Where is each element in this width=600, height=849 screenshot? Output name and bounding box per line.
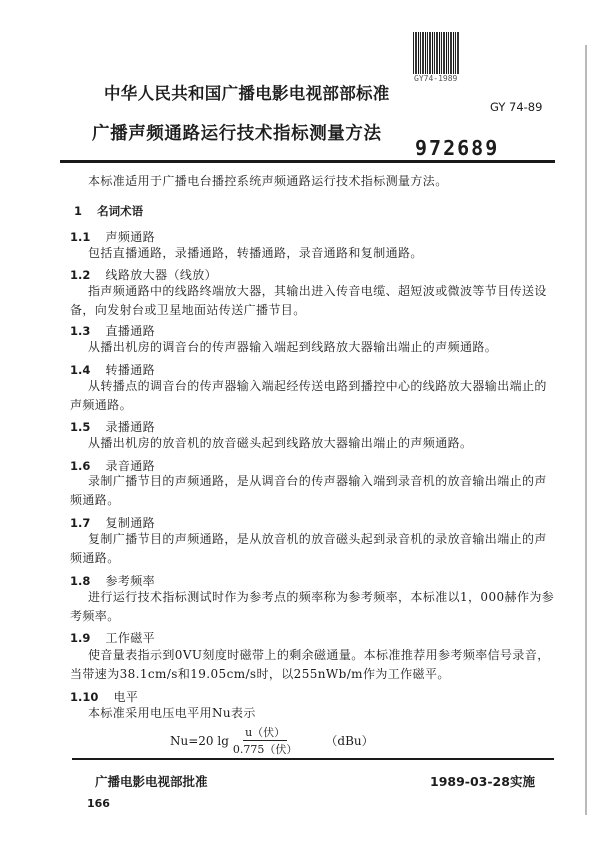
term-definition-continued: 备，向发射台或卫星地面站传送广播节目。: [70, 303, 306, 317]
standard-code: GY 74-89: [490, 100, 543, 114]
term-definition: 指声频通路中的线路终端放大器，其输出进入传音电缆、超短波或微波等节目传送设: [88, 284, 547, 298]
term-heading: [70, 686, 138, 706]
term-number: 1.5: [70, 420, 91, 434]
term-title: 复制通路: [105, 516, 156, 530]
term-heading: [70, 570, 155, 590]
term-number: 1.4: [70, 363, 91, 377]
barcode-label: GY74-1989: [414, 74, 458, 83]
term-definition: 进行运行技术指标测试时作为参考点的频率称为参考频率，本标准以1，000赫作为参: [88, 590, 555, 604]
barcode: [413, 32, 459, 74]
term-title: 转播通路: [105, 363, 156, 377]
term-heading: [70, 416, 155, 436]
term-heading: [70, 627, 155, 647]
term-definition: 录制广播节目的声频通路，是从调音台的传声器输入端到录音机的放音输出端止的声: [88, 474, 547, 488]
section-number: 1: [74, 204, 83, 218]
scope-paragraph: 本标准适用于广播电台播控系统声频通路运行技术指标测量方法。: [88, 174, 448, 188]
term-title: 工作磁平: [105, 631, 156, 645]
formula-unit: （dBu）: [325, 734, 374, 748]
term-definition-continued: 频通路。: [70, 551, 120, 565]
term-title: 声频通路: [105, 230, 156, 244]
term-definition: 从转播点的调音台的传声器输入端起经传送电路到播控中心的线路放大器输出端止的: [88, 379, 547, 393]
term-title: 直播通路: [105, 324, 156, 338]
formula-fraction: [233, 724, 298, 757]
term-number: 1.7: [70, 516, 91, 530]
term-definition: 从播出机房的放音机的放音磁头起到线路放大器输出端止的声频通路。: [88, 436, 473, 450]
term-heading: [70, 226, 155, 246]
term-definition-continued: 声频通路。: [70, 398, 133, 412]
term-title: 参考频率: [105, 574, 156, 588]
term-heading: [70, 455, 155, 475]
term-definition-continued: 当带速为38.1cm/s和19.05cm/s时，以255nWb/m作为工作磁平。: [70, 667, 450, 681]
term-number: 1.9: [70, 631, 91, 645]
term-title: 录音通路: [105, 459, 156, 473]
term-definition: 本标准采用电压电平用Nu表示: [88, 706, 256, 720]
section-heading: [74, 200, 143, 219]
header-rule: [60, 160, 555, 163]
page-number: 166: [87, 797, 110, 810]
serial-number: 972689: [415, 136, 500, 160]
scan-edge-shadow: [585, 45, 587, 815]
term-definition: 从播出机房的调音台的传声器输入端起到线路放大器输出端止的声频通路。: [88, 340, 498, 354]
term-heading: [70, 320, 155, 340]
term-heading: [70, 512, 155, 532]
voltage-level-formula: [170, 724, 374, 757]
term-number: 1.6: [70, 459, 91, 473]
term-title: 线路放大器（线放）: [105, 268, 218, 282]
formula-denominator: 0.775（伏）: [232, 743, 298, 756]
section-title: 名词术语: [97, 204, 144, 218]
implementation-date: 1989-03-28实施: [430, 774, 535, 789]
term-title: 录播通路: [105, 420, 156, 434]
footer-rule: [72, 758, 554, 760]
term-number: 1.8: [70, 574, 91, 588]
issuing-organization-title: 中华人民共和国广播电影电视部部标准: [104, 84, 390, 103]
term-number: 1.3: [70, 324, 91, 338]
term-number: 1.10: [70, 690, 99, 704]
term-heading: [70, 359, 155, 379]
term-definition: 使音量表指示到0VU刻度时磁带上的剩余磁通量。本标准推荐用参考频率信号录音，: [88, 648, 550, 662]
term-definition-continued: 考频率。: [70, 609, 120, 623]
approving-authority: 广播电影电视部批准: [95, 774, 208, 789]
term-title: 电平: [113, 690, 139, 704]
term-definition: 复制广播节目的声频通路，是从放音机的放音磁头起到录音机的录放音输出端止的声: [88, 532, 547, 546]
formula-numerator: u（伏）: [245, 726, 286, 739]
term-definition-continued: 频通路。: [70, 493, 120, 507]
term-definition: 包括直播通路，录播通路，转播通路，录音通路和复制通路。: [88, 246, 423, 260]
document-title: 广播声频通路运行技术指标测量方法: [92, 124, 382, 144]
formula-lhs: Nu=20 lg: [170, 733, 229, 748]
term-number: 1.1: [70, 230, 91, 244]
term-heading: [70, 264, 217, 284]
term-number: 1.2: [70, 268, 91, 282]
